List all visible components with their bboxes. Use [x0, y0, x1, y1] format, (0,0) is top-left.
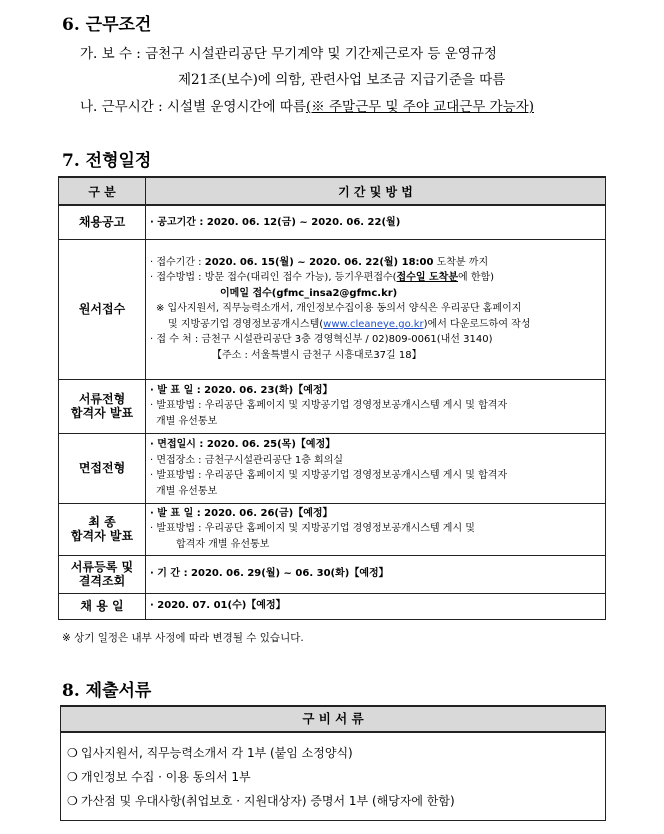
section-6-title: 6. 근무조건 — [62, 15, 152, 35]
row-content — [146, 503, 606, 555]
content-line: 개별 유선통보 — [156, 485, 218, 497]
list-item — [61, 741, 605, 765]
note-line-1: ※ 입사지원서, 직무능력소개서, 개인정보수집이용 동의서 양식은 우리공단 홈페이지 — [156, 303, 522, 315]
row-label — [59, 379, 146, 433]
table-row — [59, 503, 606, 555]
method-text: · 접수방법 : 방문 접수(대리인 접수 가능), 등기우편접수( — [150, 272, 397, 284]
schedule-footnote: ※ 상기 일정은 내부 사정에 따라 변경될 수 있습니다. — [62, 632, 304, 644]
note-line-2 — [150, 317, 605, 333]
receive-period-value: 2020. 06. 15(월) ~ 2020. 06. 22(월) 18:00 — [204, 256, 434, 268]
table-row — [59, 433, 606, 503]
method-highlight: 접수일 도착분 — [396, 272, 458, 284]
row-label-line: 결격조회 — [78, 574, 126, 588]
circle-bullet-icon: ❍ — [67, 770, 78, 784]
row-content — [146, 593, 606, 619]
row-label — [59, 503, 146, 555]
table-row — [59, 205, 606, 239]
row-content — [146, 205, 606, 239]
pay-row — [80, 42, 497, 62]
content-line: · 기 간 : 2020. 06. 29(월) ~ 06. 30(화)【예정】 — [150, 568, 389, 580]
row-label: 원서접수 — [59, 239, 146, 379]
documents-list — [60, 733, 606, 821]
row-label: 채용공고 — [59, 205, 146, 239]
row-label: 면접전형 — [59, 433, 146, 503]
content-line: · 발표방법 : 우리공단 홈페이지 및 지방공기업 경영정보공개시스템 게시 및 합격자 — [150, 400, 508, 412]
list-item — [61, 765, 605, 789]
header-category: 구 분 — [59, 177, 146, 205]
content-line: · 발표방법 : 우리공단 홈페이지 및 지방공기업 경영정보공개시스템 게시 및 합격자 — [150, 470, 508, 481]
content-line — [150, 255, 605, 271]
table-row — [59, 555, 606, 593]
content-line: · 발 표 일 : 2020. 06. 26(금)【예정】 — [150, 507, 333, 519]
receive-period-suffix: 도착분 까지 — [433, 256, 489, 268]
row-label-line: 합격자 발표 — [70, 529, 134, 543]
header-period-method: 기 간 및 방 법 — [146, 177, 606, 205]
content-line: · 공고기간 : 2020. 06. 12(금) ~ 2020. 06. 22(월) — [150, 216, 401, 228]
row-label-line: 합격자 발표 — [70, 406, 134, 420]
hours-row — [80, 95, 534, 115]
pay-text-1: : 금천구 시설관리공단 무기계약 및 기간제근로자 등 운영규정 — [136, 46, 497, 62]
table-row — [59, 379, 606, 433]
list-item — [61, 789, 605, 813]
pay-label: 가. 보 수 — [80, 46, 132, 62]
content-line: 개별 유선통보 — [156, 415, 218, 427]
content-line: · 면접장소 : 금천구시설관리공단 1층 회의실 — [150, 454, 344, 466]
row-label-line: 서류전형 — [78, 392, 126, 406]
method-suffix: 에 한함) — [458, 272, 495, 284]
hours-label: 나. 근무시간 — [80, 99, 154, 115]
note-text: 및 지방공기업 경영정보공개시스템( — [168, 318, 324, 330]
address-line: 【주소 : 서울특별시 금천구 시흥대로37길 18】 — [212, 349, 422, 361]
email-line: 이메일 접수(gfmc_insa2@gfmc.kr) — [220, 287, 398, 299]
circle-bullet-icon: ❍ — [67, 794, 78, 808]
row-content — [146, 239, 606, 379]
row-label: 채 용 일 — [59, 593, 146, 619]
row-label — [59, 555, 146, 593]
hours-note: (※ 주말근무 및 주야 교대근무 가능자) — [305, 99, 535, 115]
content-line: · 면접일시 : 2020. 06. 25(목)【예정】 — [150, 439, 336, 450]
content-line: 합격자 개별 유선통보 — [176, 538, 270, 550]
content-line: · 발표방법 : 우리공단 홈페이지 및 지방공기업 경영정보공개시스템 게시 및 — [150, 523, 475, 535]
content-line: · 발 표 일 : 2020. 06. 23(화)【예정】 — [150, 384, 333, 396]
place-line: · 접 수 처 : 금천구 시설관리공단 3층 경영혁신부 / 02)809-0061(내선 3140) — [150, 334, 493, 346]
content-line — [150, 270, 605, 286]
row-content — [146, 433, 606, 503]
row-label-line: 서류등록 및 — [70, 560, 134, 574]
section-7-title: 7. 전형일정 — [62, 151, 152, 171]
receive-period-label: · 접수기간 : — [150, 256, 205, 268]
row-content — [146, 379, 606, 433]
document-item-text: 개인정보 수집 · 이용 동의서 1부 — [81, 770, 251, 784]
section-8-title: 8. 제출서류 — [62, 681, 152, 701]
circle-bullet-icon: ❍ — [67, 746, 78, 760]
row-content — [146, 555, 606, 593]
note-suffix: )에서 다운로드하여 작성 — [423, 318, 531, 330]
table-row — [59, 239, 606, 379]
hours-text: : 시설별 운영시간에 따름 — [158, 99, 306, 115]
document-item-text: 입사지원서, 직무능력소개서 각 1부 (붙임 소정양식) — [81, 746, 353, 760]
table-header-row — [59, 177, 606, 205]
table-row — [59, 593, 606, 619]
documents-header: 구 비 서 류 — [60, 705, 606, 733]
schedule-table — [58, 176, 606, 620]
document-item-text: 가산점 및 우대사항(취업보호 · 지원대상자) 증명서 1부 (해당자에 한함) — [81, 794, 455, 808]
row-label-line: 최 종 — [88, 515, 116, 529]
cleaneye-link[interactable]: www.cleaneye.go.kr — [323, 318, 424, 330]
pay-text-2: 제21조(보수)에 의함, 관련사업 보조금 지급기준을 따름 — [178, 72, 506, 88]
content-line: · 2020. 07. 01(수)【예정】 — [150, 600, 286, 612]
